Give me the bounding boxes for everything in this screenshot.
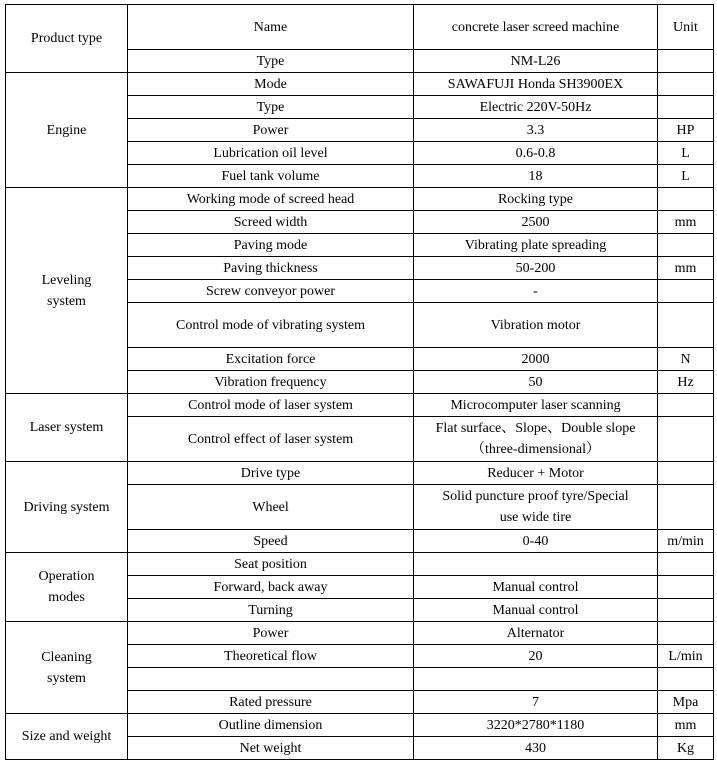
spec-label: Power [128, 622, 414, 645]
header-row [6, 5, 714, 50]
spec-unit [658, 417, 714, 462]
spec-value: SAWAFUJI Honda SH3900EX [414, 73, 658, 96]
spec-label: Excitation force [128, 348, 414, 371]
spec-label: Screed width [128, 211, 414, 234]
value-line: Flat surface、Slope、Double slope [435, 421, 636, 436]
group-label-line: system [47, 670, 86, 686]
spec-value: 2500 [414, 211, 658, 234]
type-unit [658, 50, 714, 73]
spec-value: 18 [414, 165, 658, 188]
spec-label: Mode [128, 73, 414, 96]
spec-label: Rated pressure [128, 691, 414, 714]
product-type-header: Product type [6, 5, 128, 73]
group-label-line: modes [48, 590, 85, 605]
spec-value: - [414, 280, 658, 303]
spec-unit: L [658, 165, 714, 188]
spec-unit [658, 188, 714, 211]
spec-label: Power [128, 119, 414, 142]
spec-label: Net weight [128, 737, 414, 760]
spec-unit [658, 485, 714, 530]
spec-unit [658, 234, 714, 257]
driving-group: Driving system [6, 462, 128, 553]
size-group: Size and weight [6, 714, 128, 760]
spec-unit [658, 462, 714, 485]
engine-group: Engine [6, 73, 128, 188]
spec-value [414, 417, 658, 462]
spec-label: Control mode of laser system [128, 394, 414, 417]
spec-unit: Hz [658, 371, 714, 394]
spec-unit [658, 394, 714, 417]
spec-value: 3220*2780*1180 [414, 714, 658, 737]
spec-value [414, 553, 658, 576]
spec-label [128, 668, 414, 691]
table-row [6, 714, 714, 737]
spec-unit [658, 576, 714, 599]
spec-unit [658, 96, 714, 119]
spec-value: 3.3 [414, 119, 658, 142]
group-label-line: Leveling [41, 272, 92, 288]
spec-table [5, 4, 714, 760]
spec-unit: mm [658, 257, 714, 280]
group-label-line: system [47, 293, 86, 309]
spec-label: Seat position [128, 553, 414, 576]
table-row [6, 188, 714, 211]
spec-value: Manual control [414, 599, 658, 622]
spec-unit [658, 303, 714, 348]
spec-value: Alternator [414, 622, 658, 645]
spec-value: 50-200 [414, 257, 658, 280]
operation-group [6, 553, 128, 622]
spec-unit: HP [658, 119, 714, 142]
spec-value: 0-40 [414, 530, 658, 553]
spec-label: Theoretical flow [128, 645, 414, 668]
spec-value: Reducer + Motor [414, 462, 658, 485]
spec-label: Control effect of laser system [128, 417, 414, 462]
spec-value [414, 485, 658, 530]
leveling-group [6, 188, 128, 394]
spec-value: Vibration motor [414, 303, 658, 348]
spec-label: Screw conveyor power [128, 280, 414, 303]
spec-unit: N [658, 348, 714, 371]
spec-label: Fuel tank volume [128, 165, 414, 188]
table-row [6, 73, 714, 96]
spec-value: 20 [414, 645, 658, 668]
spec-label: Paving mode [128, 234, 414, 257]
unit-header: Unit [658, 5, 714, 50]
spec-label: Speed [128, 530, 414, 553]
table-row [6, 553, 714, 576]
spec-value: Electric 220V-50Hz [414, 96, 658, 119]
spec-label: Vibration frequency [128, 371, 414, 394]
spec-unit [658, 280, 714, 303]
spec-unit: L/min [658, 645, 714, 668]
spec-label: Wheel [128, 485, 414, 530]
spec-unit: m/min [658, 530, 714, 553]
spec-value: 2000 [414, 348, 658, 371]
spec-value: 7 [414, 691, 658, 714]
spec-value: Microcomputer laser scanning [414, 394, 658, 417]
spec-label: Paving thickness [128, 257, 414, 280]
cleaning-group [6, 622, 128, 714]
spec-unit [658, 553, 714, 576]
spec-value: Rocking type [414, 188, 658, 211]
spec-label: Lubrication oil level [128, 142, 414, 165]
spec-value [414, 668, 658, 691]
table-row [6, 394, 714, 417]
spec-unit: mm [658, 211, 714, 234]
spec-unit [658, 668, 714, 691]
spec-unit [658, 599, 714, 622]
spec-label: Forward, back away [128, 576, 414, 599]
spec-unit: Kg [658, 737, 714, 760]
value-line: use wide tire [499, 510, 572, 525]
product-name: concrete laser screed machine [414, 5, 658, 50]
value-line: Solid puncture proof tyre/Special [442, 489, 629, 504]
spec-unit: Mpa [658, 691, 714, 714]
type-value: NM-L26 [414, 50, 658, 73]
spec-label: Control mode of vibrating system [128, 303, 414, 348]
group-label-line: Cleaning [41, 649, 92, 665]
name-header: Name [128, 5, 414, 50]
spec-label: Turning [128, 599, 414, 622]
spec-unit: mm [658, 714, 714, 737]
type-label: Type [128, 50, 414, 73]
table-row [6, 622, 714, 645]
laser-group: Laser system [6, 394, 128, 462]
spec-value: Manual control [414, 576, 658, 599]
spec-value: Vibrating plate spreading [414, 234, 658, 257]
spec-label: Outline dimension [128, 714, 414, 737]
spec-label: Working mode of screed head [128, 188, 414, 211]
spec-value: 0.6-0.8 [414, 142, 658, 165]
spec-unit [658, 73, 714, 96]
value-line: （three-dimensional） [470, 442, 601, 457]
spec-value: 50 [414, 371, 658, 394]
spec-label: Drive type [128, 462, 414, 485]
spec-value: 430 [414, 737, 658, 760]
spec-unit [658, 622, 714, 645]
spec-label: Type [128, 96, 414, 119]
spec-unit: L [658, 142, 714, 165]
group-label-line: Operation [38, 569, 95, 584]
table-row [6, 462, 714, 485]
